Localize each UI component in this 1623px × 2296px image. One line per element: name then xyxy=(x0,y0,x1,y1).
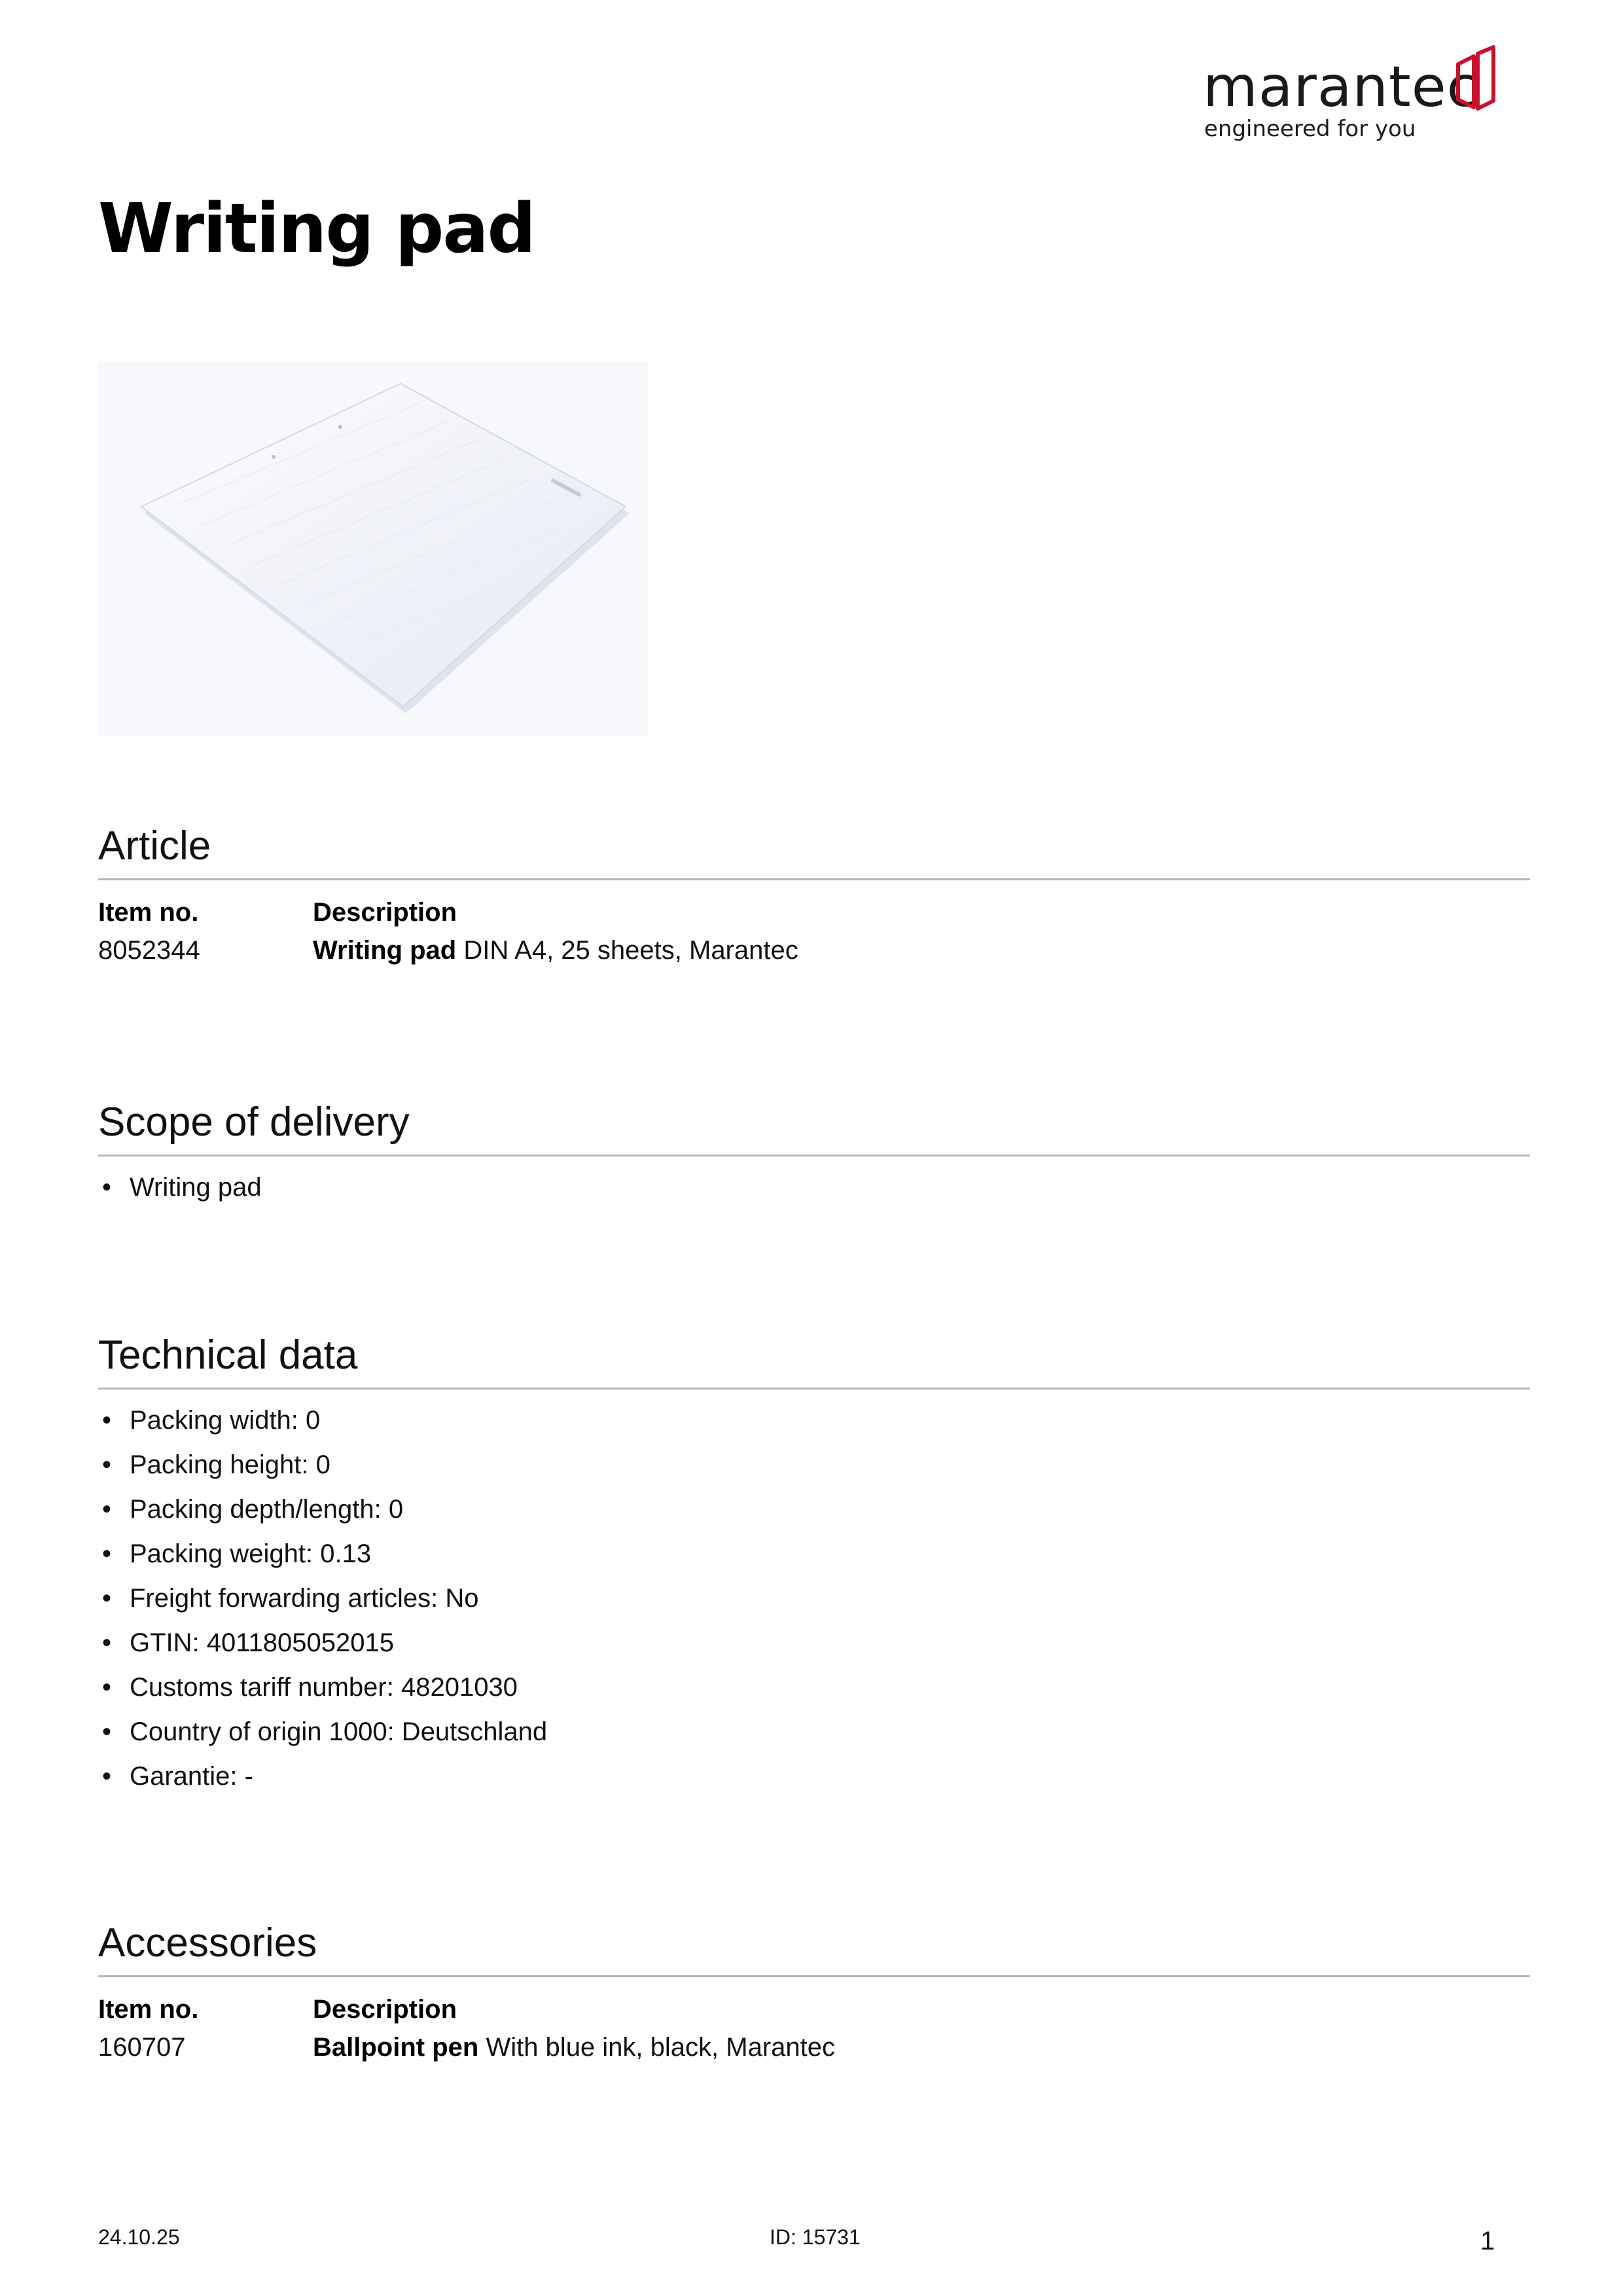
footer-date: 24.10.25 xyxy=(98,2225,180,2249)
accessories-col-item-no: Item no. xyxy=(98,1995,199,2024)
technical-heading: Technical data xyxy=(98,1333,358,1378)
article-col-item-no: Item no. xyxy=(98,898,199,927)
technical-divider xyxy=(98,1388,1530,1390)
article-col-description: Description xyxy=(313,898,457,927)
logo-tagline: engineered for you xyxy=(1204,116,1416,142)
technical-item-packing-depth: • Packing depth/length: 0 xyxy=(98,1487,547,1532)
technical-item-packing-weight: • Packing weight: 0.13 xyxy=(98,1532,547,1576)
scope-list xyxy=(98,1165,262,1210)
article-description xyxy=(313,937,798,963)
footer-document-id: ID: 15731 xyxy=(770,2225,861,2249)
scope-heading: Scope of delivery xyxy=(98,1100,410,1145)
scope-divider xyxy=(98,1155,1530,1157)
technical-item-packing-height: • Packing height: 0 xyxy=(98,1443,547,1487)
accessories-col-description: Description xyxy=(313,1995,457,2024)
technical-item-country-origin: • Country of origin 1000: Deutschland xyxy=(98,1710,547,1754)
writing-pad-illustration xyxy=(98,361,648,736)
brand-logo xyxy=(1203,41,1497,152)
accessories-heading: Accessories xyxy=(98,1920,317,1965)
technical-item-gtin: • GTIN: 4011805052015 xyxy=(98,1621,547,1665)
article-divider xyxy=(98,878,1530,880)
article-product-name: Writing pad xyxy=(313,936,457,965)
logo-mark-icon xyxy=(1454,45,1497,113)
technical-item-garantie: • Garantie: - xyxy=(98,1754,547,1799)
accessory-product-detail: With blue ink, black, Marantec xyxy=(478,2033,835,2062)
accessory-description xyxy=(313,2034,835,2060)
article-product-detail: DIN A4, 25 sheets, Marantec xyxy=(456,936,798,965)
scope-item: • Writing pad xyxy=(98,1165,262,1210)
technical-item-packing-width: • Packing width: 0 xyxy=(98,1398,547,1443)
technical-list xyxy=(98,1398,547,1799)
logo-wordmark: marantec xyxy=(1203,54,1478,120)
technical-item-customs-tariff: • Customs tariff number: 48201030 xyxy=(98,1665,547,1710)
accessory-product-name: Ballpoint pen xyxy=(313,2033,479,2062)
accessory-item-no: 160707 xyxy=(98,2033,186,2062)
article-heading: Article xyxy=(98,823,211,869)
footer-page-number: 1 xyxy=(1480,2227,1495,2255)
article-item-no: 8052344 xyxy=(98,936,200,965)
writing-pad-image xyxy=(98,361,648,736)
page-title: Writing pad xyxy=(98,188,535,268)
technical-item-freight: • Freight forwarding articles: No xyxy=(98,1576,547,1621)
accessories-divider xyxy=(98,1975,1530,1977)
